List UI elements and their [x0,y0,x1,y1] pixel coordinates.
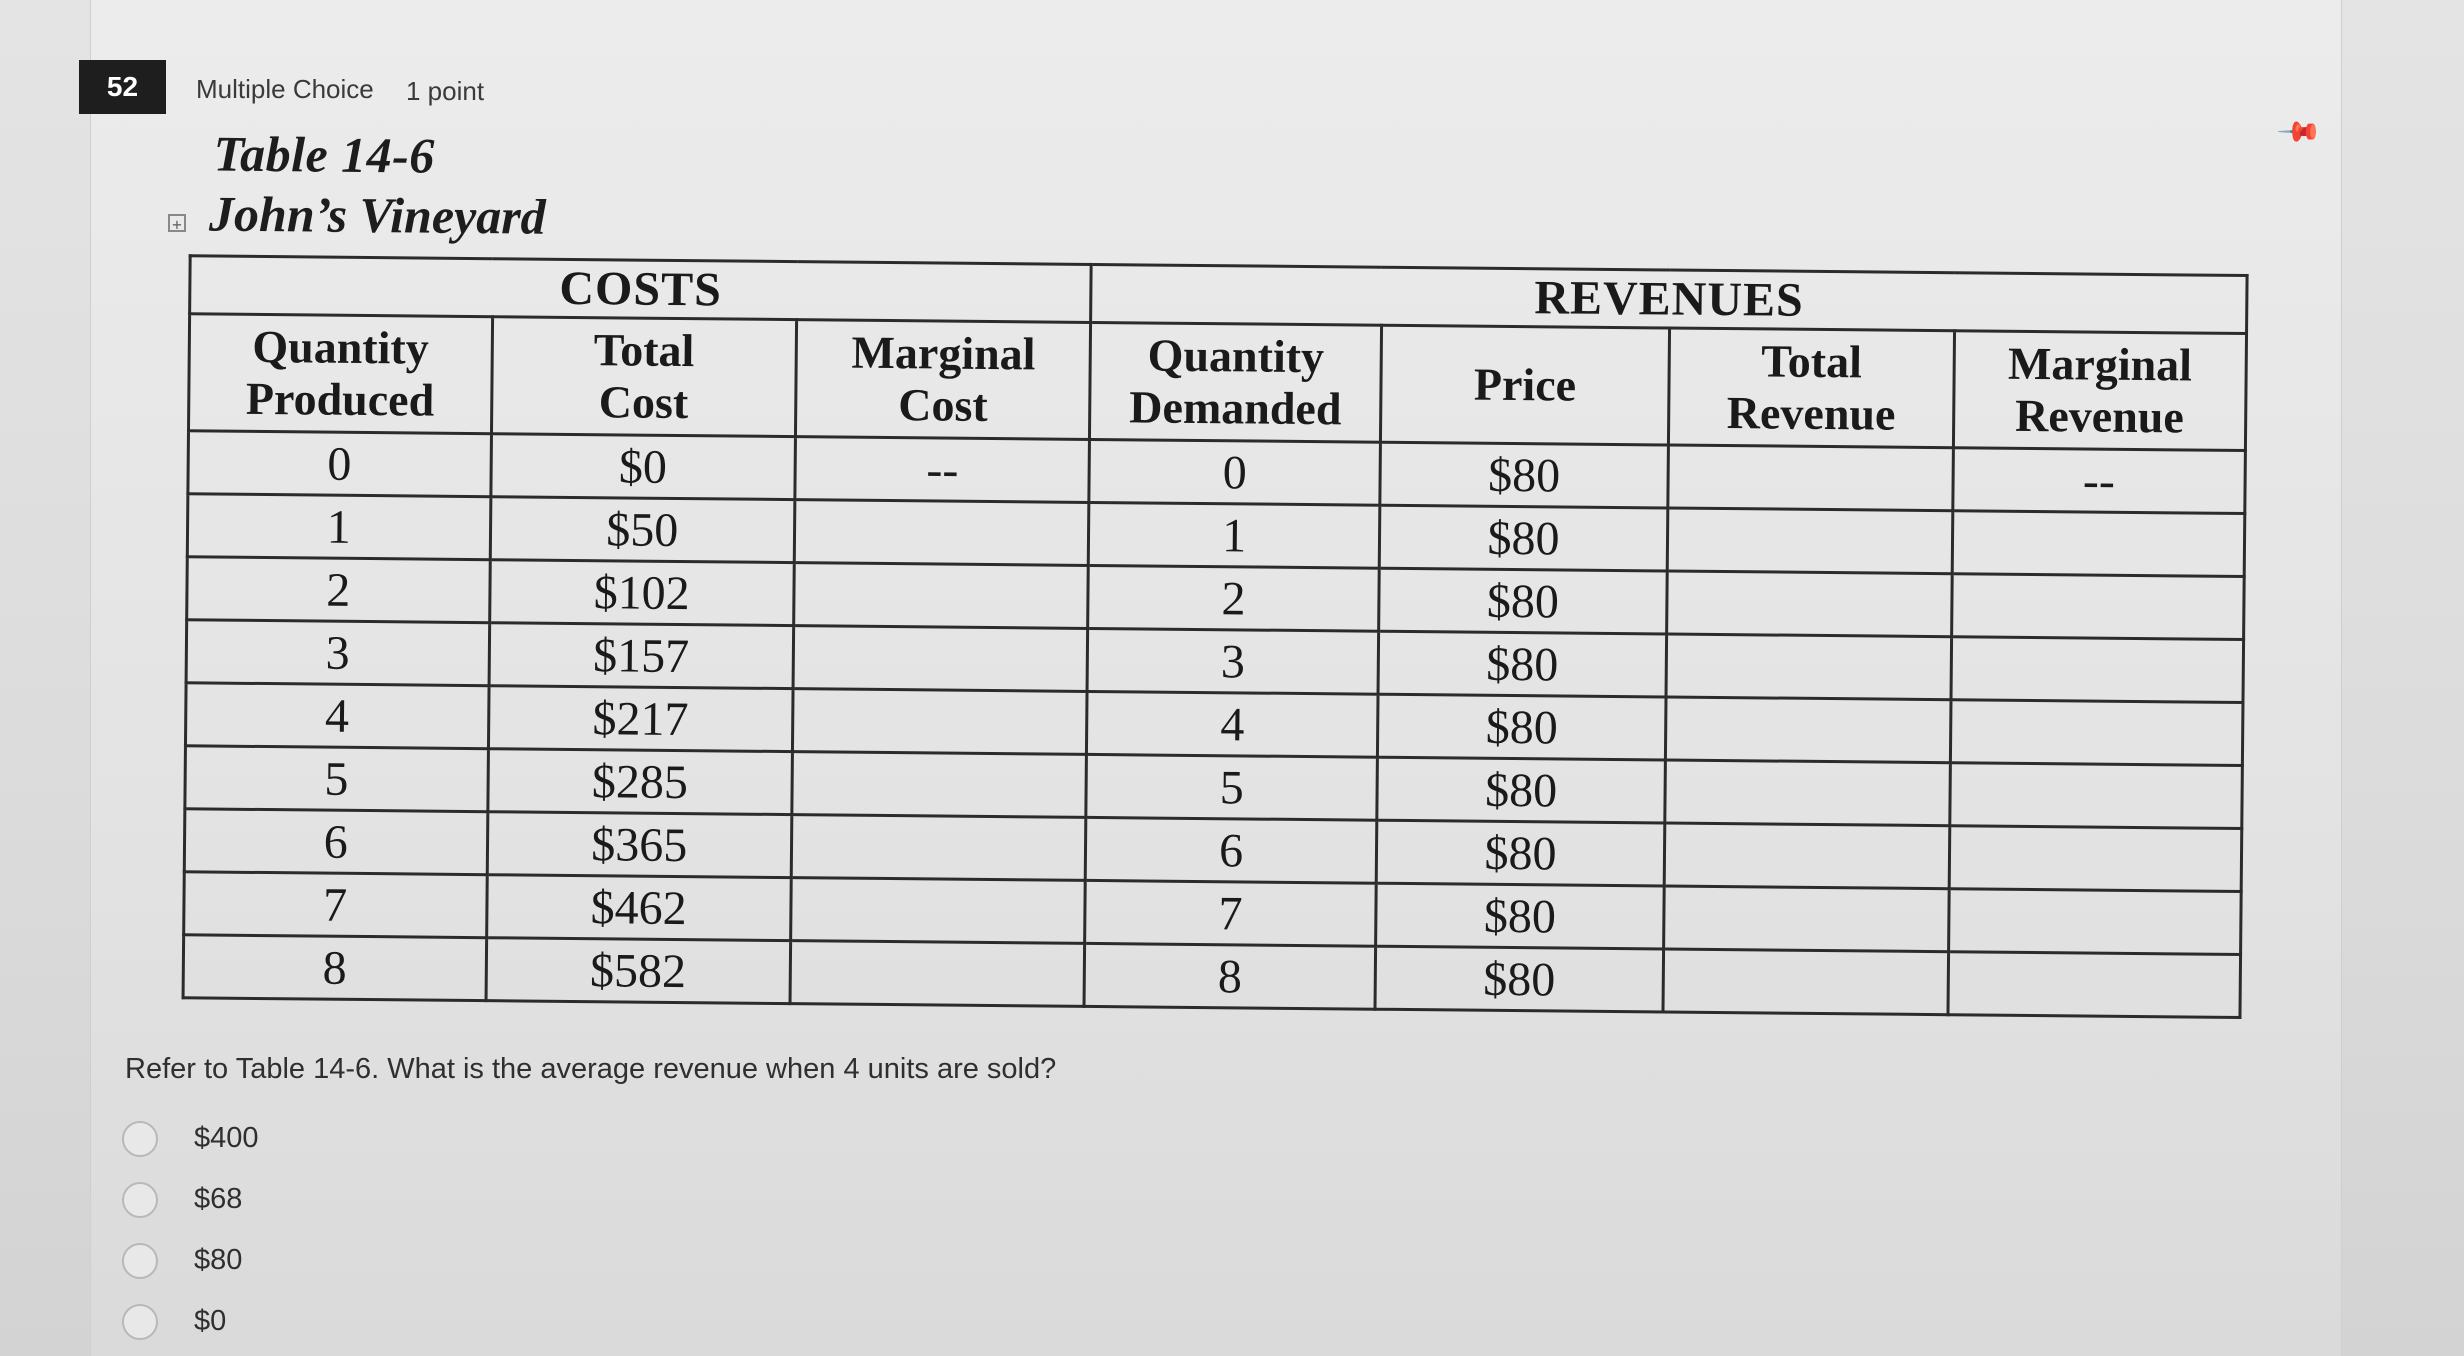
column-header-line: Total [593,324,695,377]
table-cell-price: $80 [1375,946,1664,1012]
group-header-revenues: REVENUES [1091,264,2247,333]
group-header-costs: COSTS [190,256,1092,323]
table-cell-quantity-demanded: 4 [1087,691,1378,757]
table-cell-marginal-cost [793,626,1088,692]
table-cell-price: $80 [1377,694,1666,760]
table-cell-price: $80 [1378,631,1667,697]
table-cell-quantity-produced: 1 [187,494,490,560]
column-header-line: Revenue [1726,387,1896,440]
table-figure [151,118,2270,1038]
answer-option[interactable] [122,1169,259,1230]
question-stem: Refer to Table 14-6. What is the average revenue when 4 units are sold? [125,1053,1057,1085]
table-cell-total-revenue [1665,760,1950,826]
table-cell-marginal-cost [792,689,1087,755]
table-cell-marginal-revenue [1950,700,2243,766]
column-header-line: Quantity [252,320,429,374]
table-cell-marginal-revenue [1949,763,2242,829]
table-cell-total-cost: $157 [489,623,794,689]
radio-button[interactable] [122,1182,158,1218]
column-header-line: Quantity [1147,329,1325,383]
table-cell-marginal-cost: -- [795,437,1090,503]
table-cell-total-cost: $217 [488,686,793,752]
answer-option-label[interactable]: $400 [194,1122,259,1154]
table-cell-marginal-revenue [1948,889,2241,955]
table-cell-price: $80 [1375,883,1664,949]
column-header-line: Cost [898,379,988,431]
answer-option-label[interactable]: $68 [194,1183,243,1215]
table-cell-price: $80 [1380,442,1669,508]
table-cell-quantity-demanded: 2 [1088,565,1379,631]
table-cell-marginal-revenue [1951,637,2244,703]
question-type-label: Multiple Choice [196,74,374,104]
table-cell-total-revenue [1667,571,1952,637]
table-cell-marginal-cost [790,941,1085,1007]
expand-icon[interactable]: + [168,214,186,232]
table-cell-marginal-revenue: -- [1952,448,2245,514]
table-cell-quantity-demanded: 3 [1087,628,1378,694]
radio-button[interactable] [122,1243,158,1279]
answer-option[interactable] [122,1291,259,1352]
column-header-line: Produced [245,372,435,426]
table-cell-quantity-produced: 5 [185,746,488,812]
table-cell-marginal-cost [791,878,1086,944]
table-cell-total-revenue [1666,697,1951,763]
table-cell-quantity-produced: 4 [185,683,488,749]
answer-option-label[interactable]: $80 [194,1244,243,1276]
column-header-marginal-revenue [1953,331,2247,451]
table-cell-quantity-produced: 0 [188,431,491,497]
column-header-line: Marginal [851,326,1036,380]
column-header-line: Revenue [2014,389,2185,443]
table-cell-marginal-revenue [1951,574,2244,640]
table-cell-marginal-revenue [1952,511,2245,577]
table-cell-total-revenue [1667,508,1952,574]
pin-icon[interactable]: 📌 [2276,108,2323,156]
column-header-total-cost [491,317,797,437]
table-cell-quantity-demanded: 1 [1089,502,1380,568]
table-cell-quantity-demanded: 7 [1085,880,1376,946]
radio-button[interactable] [122,1121,158,1157]
table-cell-marginal-cost [792,752,1087,818]
column-header-quantity-produced [188,314,492,434]
table-cell-marginal-cost [794,563,1089,629]
column-header-total-revenue [1669,328,1954,448]
table-cell-total-revenue [1664,823,1949,889]
table-cell-total-revenue [1668,445,1953,511]
table-cell-quantity-produced: 6 [184,809,487,875]
table-cell-marginal-revenue [1948,952,2241,1018]
answer-option-label[interactable]: $0 [194,1305,227,1337]
table-cell-quantity-demanded: 6 [1086,817,1377,883]
table-body [183,431,2245,1018]
column-header-line: Marginal [2007,337,2193,391]
answer-option[interactable] [122,1230,259,1291]
table-cell-quantity-produced: 2 [187,557,490,623]
column-header-line: Price [1473,358,1577,411]
table-cell-total-cost: $102 [489,560,794,626]
column-header-line: Cost [598,376,689,429]
column-header-price [1380,325,1669,445]
table-cell-marginal-cost [794,500,1089,566]
table-cell-price: $80 [1379,505,1668,571]
table-cell-total-cost: $50 [490,497,795,563]
question-number-badge: 52 [79,60,166,114]
table-cell-total-cost: $0 [490,434,795,500]
table-cell-marginal-cost [791,815,1086,881]
table-cell-total-revenue [1664,886,1949,952]
table-cell-quantity-demanded: 5 [1086,754,1377,820]
table-cell-total-cost: $365 [487,812,792,878]
vineyard-table [182,254,2249,1019]
table-cell-price: $80 [1378,568,1667,634]
answer-options [122,1108,259,1352]
column-header-line: Total [1761,335,1863,388]
table-cell-quantity-demanded: 0 [1089,439,1380,505]
answer-option[interactable] [122,1108,259,1169]
radio-button[interactable] [122,1304,158,1340]
question-points-label: 1 point [406,76,485,106]
table-title: Table 14-6 [213,125,436,184]
table-cell-price: $80 [1376,820,1665,886]
table-cell-total-cost: $582 [486,938,791,1004]
table-cell-price: $80 [1377,757,1666,823]
table-cell-quantity-produced: 7 [184,872,487,938]
table-cell-total-revenue [1666,634,1951,700]
table-cell-total-cost: $462 [486,875,791,941]
table-cell-quantity-produced: 8 [183,935,486,1001]
table-cell-quantity-demanded: 8 [1084,943,1375,1009]
column-header-quantity-demanded [1090,322,1382,442]
column-header-marginal-cost [795,320,1091,440]
table-cell-total-cost: $285 [487,749,792,815]
table-column-header-row [188,314,2246,451]
table-cell-total-revenue [1663,949,1948,1015]
table-cell-quantity-produced: 3 [186,620,489,686]
table-cell-marginal-revenue [1949,826,2242,892]
column-header-line: Demanded [1129,381,1342,435]
table-subtitle: John’s Vineyard [208,185,546,245]
